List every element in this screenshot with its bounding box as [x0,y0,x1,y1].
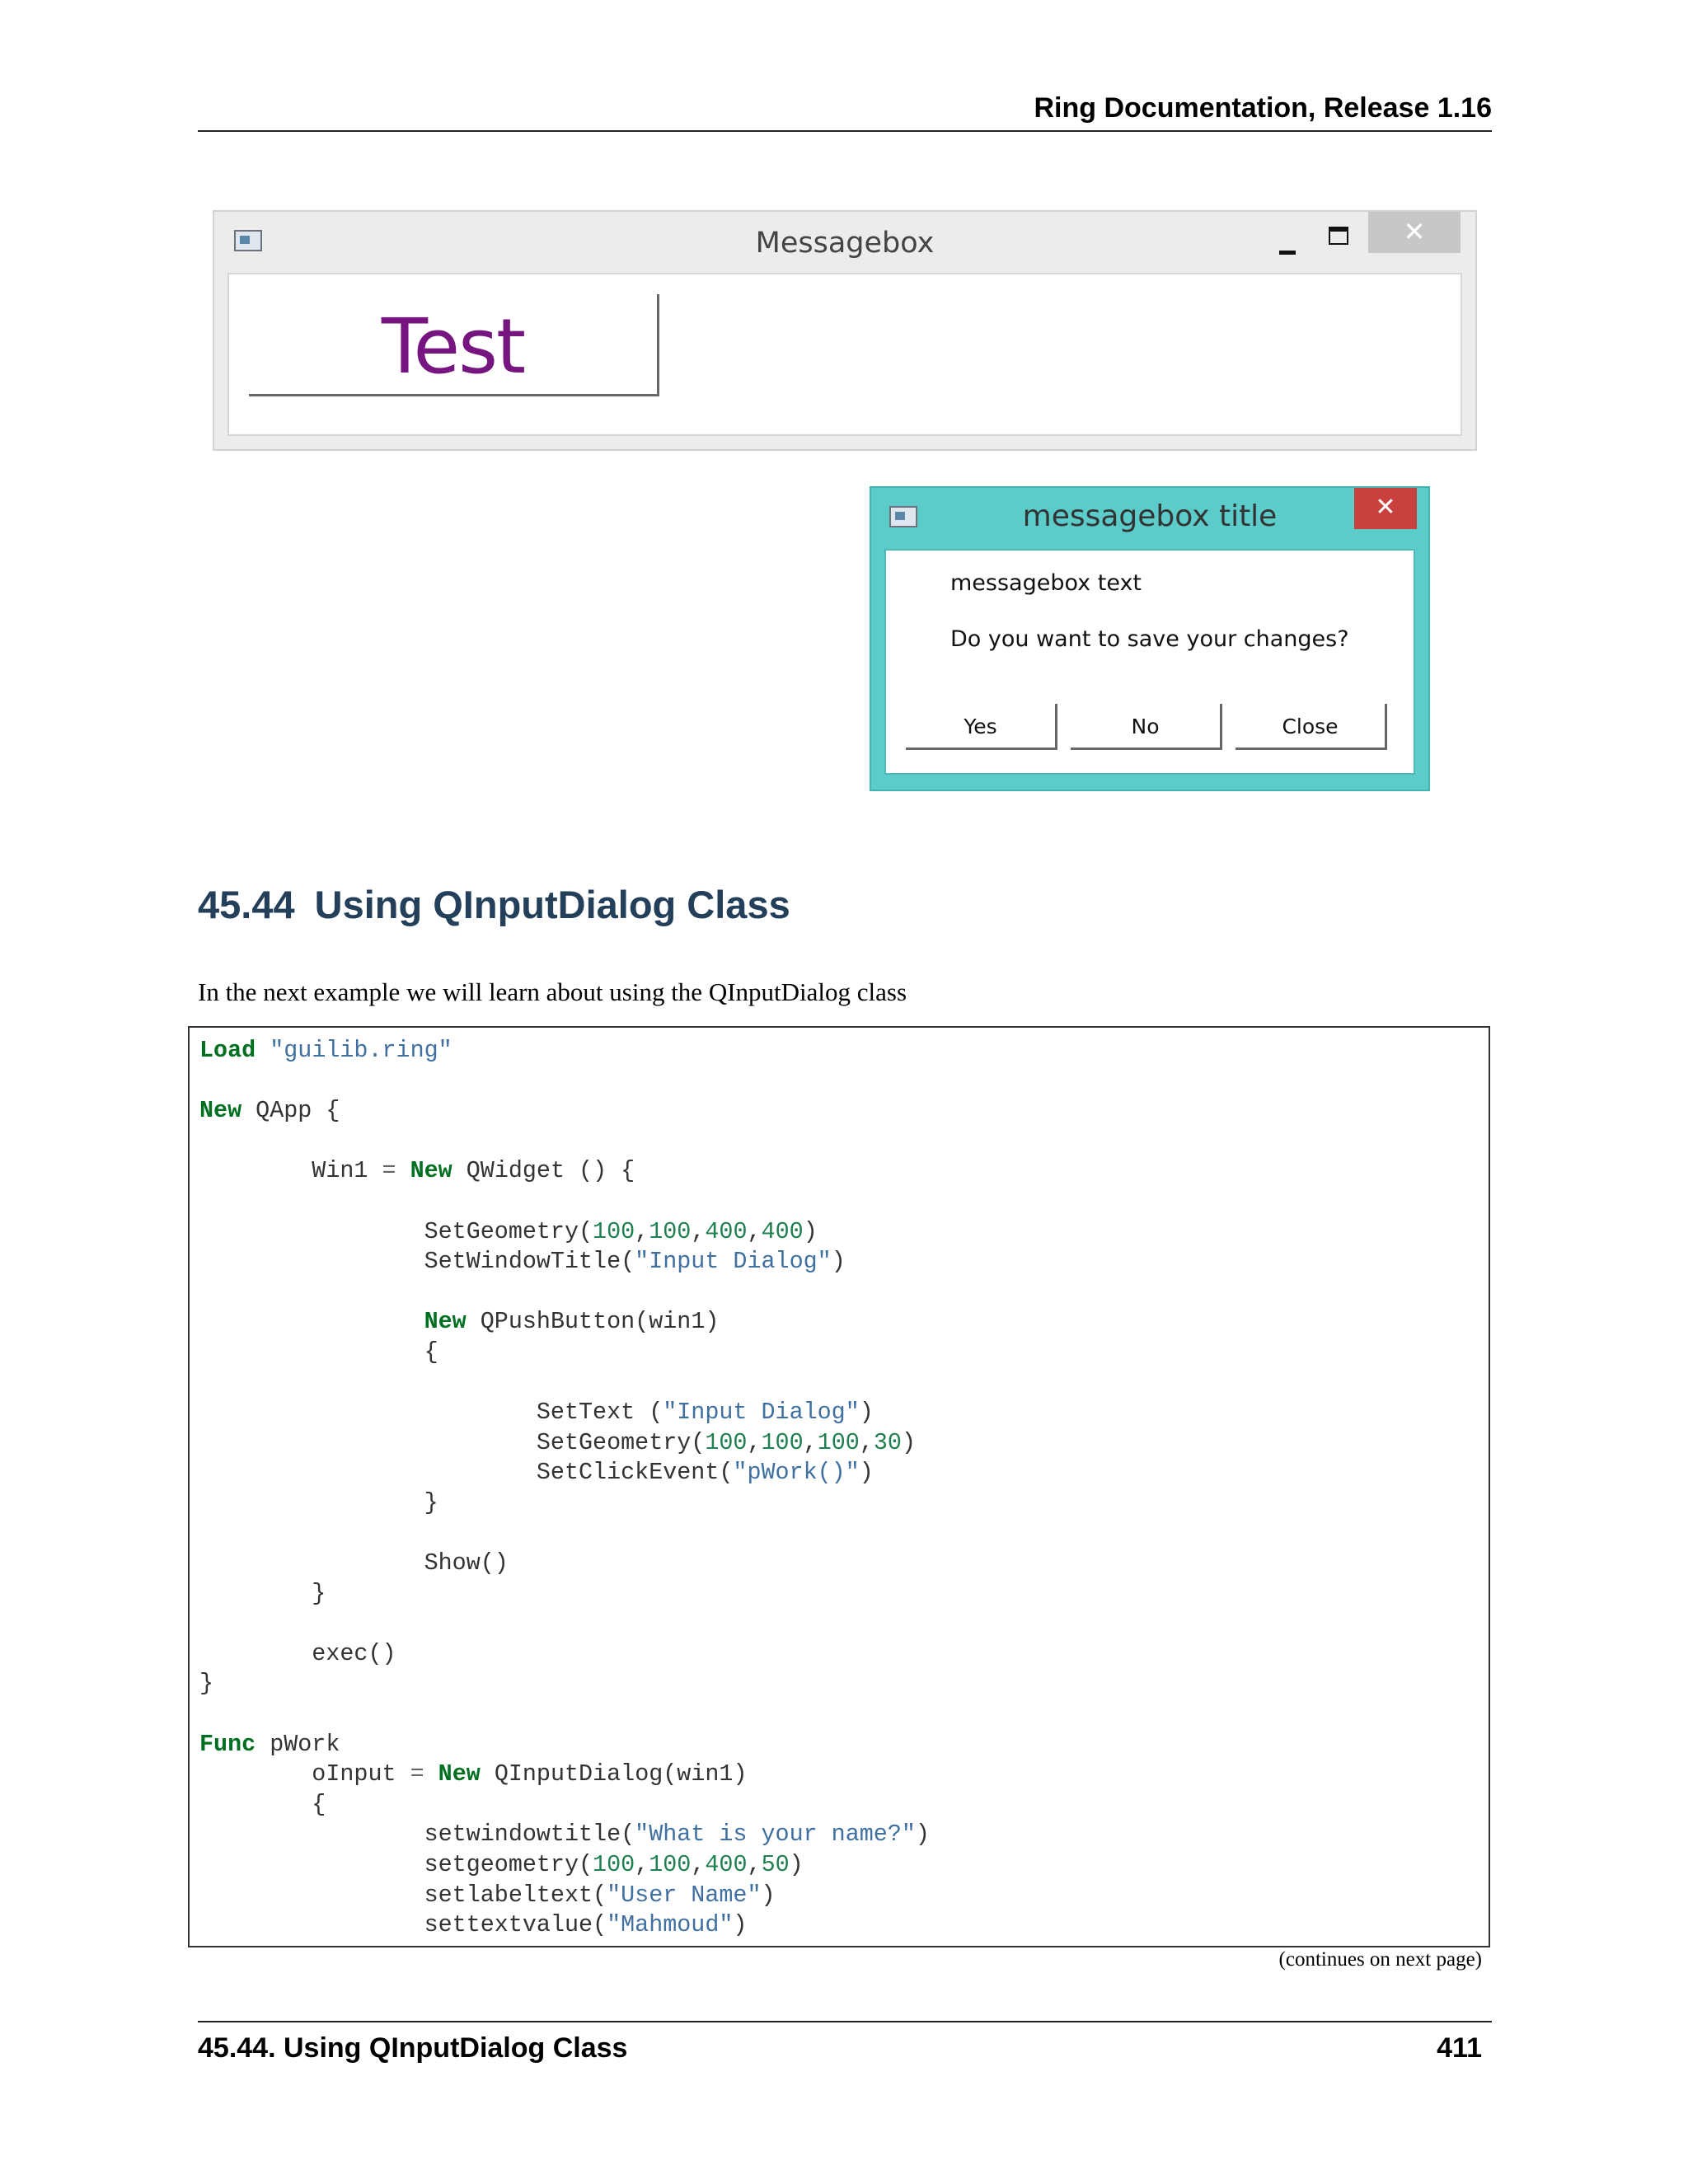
yes-button: Yes [906,704,1057,750]
footer-section-label: 45.44. Using QInputDialog Class [198,2032,628,2064]
close-icon: ✕ [1368,212,1461,253]
code-block [188,1026,1490,1947]
close-button: Close [1236,704,1387,750]
window-client-area [227,273,1462,436]
section-heading [198,882,790,927]
close-icon: ✕ [1354,488,1417,529]
continues-note: (continues on next page) [1278,1948,1482,1971]
section-title: Using QInputDialog Class [314,883,790,926]
dialog-message-text: messagebox text [950,570,1142,596]
section-number: 45.44 [198,883,295,926]
no-button: No [1071,704,1222,750]
dialog-client-area [884,549,1415,775]
page-number: 411 [1437,2032,1482,2064]
intro-paragraph: In the next example we will learn about using the QInputDialog class [198,977,907,1006]
maximize-icon [1329,227,1348,245]
window-title: Messagebox [755,227,935,260]
messagebox-window-screenshot [213,210,1477,451]
dialog-informative-text: Do you want to save your changes? [950,626,1349,652]
minimize-icon [1279,240,1299,256]
test-button: Test [249,294,659,396]
messagebox-dialog-screenshot [870,486,1430,791]
code-listing: Load "guilib.ring" New QApp { Win1 = New QWidget () { SetGeometry(100,100,400,400) SetWindowTitle("Input Dialog") New QPushButton(win1) { SetText ("Input Dialog") SetGeometry(100,100,100,30) SetClickEvent("pWork()") } Show() } exec() } Func pWork oInput = New QInputDialog(win1) { setwindowtitle("What is your name?") setgeometry(100,100,400,50) setlabeltext("User Name") settextvalue("Mahmoud") [199,1037,930,1939]
footer-rule [198,2021,1492,2022]
header-title: Ring Documentation, Release 1.16 [1034,92,1492,124]
page-header [198,92,1492,132]
dialog-title: messagebox title [1022,499,1278,533]
